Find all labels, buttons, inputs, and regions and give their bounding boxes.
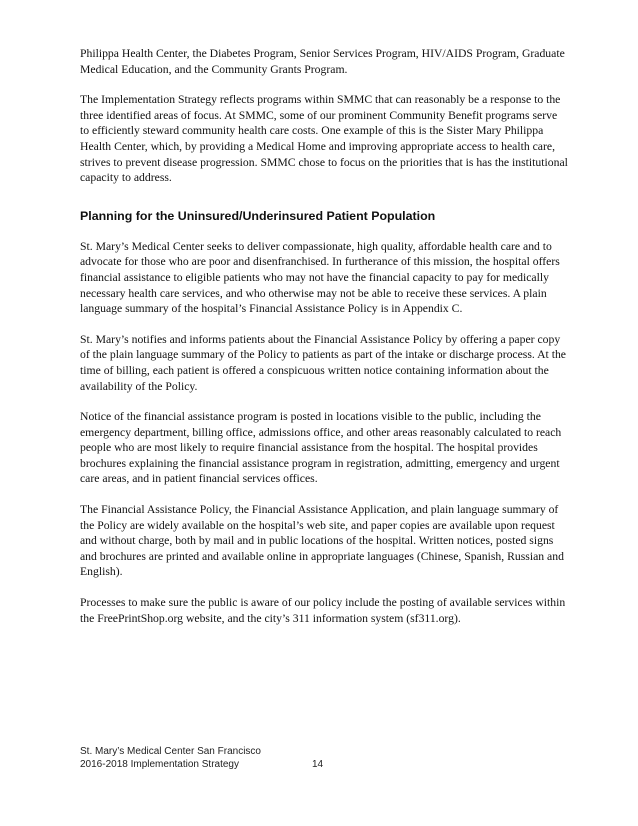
paragraph-mission: St. Mary’s Medical Center seeks to deliver compassionate, high quality, affordable health care and to advocate for those who are poor and disenfranchised. In furtherance of this mission, the hospital offers financial assistance to eligible patients who may not have the financial capacity to pay for medically necessary health care services, and who otherwise may not be able to receive these services. A plain language summary of the hospital’s Financial Assistance Policy is in Appendix C. [80, 239, 560, 316]
paragraph-implementation-strategy: The Implementation Strategy reflects programs within SMMC that can reasonably be a response to the three identified areas of focus. At SMMC, some of our prominent Community Benefit programs serve to efficiently steward community health care costs. One example of this is the Sister Mary Philippa Health Center, which, by providing a Medical Home and improving appropriate access to health care, strives to prevent disease progression. SMMC chose to focus on the priorities that is has the institutional capacity to address. [80, 93, 568, 185]
page-number: 14 [312, 759, 324, 770]
paragraph-notice-posting: Notice of the financial assistance program is posted in locations visible to the public, including the emergency department, billing office, admissions office, and other areas reasonably calculated to reach people who are most likely to require financial assistance from the hospital. The hospital provides brochures explaining the financial assistance program in registration, admitting, emergency and urgent care areas, and in patient financial services offices. [80, 410, 562, 486]
footer-document-title: 2016-2018 Implementation Strategy [80, 759, 239, 770]
section-heading: Planning for the Uninsured/Underinsured Patient Population [80, 208, 436, 223]
footer-organization: St. Mary’s Medical Center San Francisco [80, 746, 261, 757]
paragraph-notification: St. Mary’s notifies and informs patients about the Financial Assistance Policy by offering a paper copy of the plain language summary of the Policy to patients as part of the intake or discharge process. At the time of billing, each patient is offered a conspicuous written notice containing information about the availability of the Policy. [80, 332, 566, 393]
document-body [80, 46, 568, 641]
page-footer [80, 745, 380, 771]
paragraph-policy-availability: The Financial Assistance Policy, the Financial Assistance Application, and plain language summary of the Policy are widely available on the hospital’s web site, and paper copies are available upon request and without charge, both by mail and in public locations of the hospital. Written notices, posted signs and brochures are printed and available online in appropriate languages (Chinese, Spanish, Russian and English). [80, 503, 564, 579]
paragraph-programs-continued: Philippa Health Center, the Diabetes Program, Senior Services Program, HIV/AIDS Program, Graduate Medical Education, and the Community Grants Program. [80, 47, 565, 76]
paragraph-public-awareness: Processes to make sure the public is aware of our policy include the posting of available services within the FreePrintShop.org website, and the city’s 311 information system (sf311.org). [80, 596, 566, 625]
